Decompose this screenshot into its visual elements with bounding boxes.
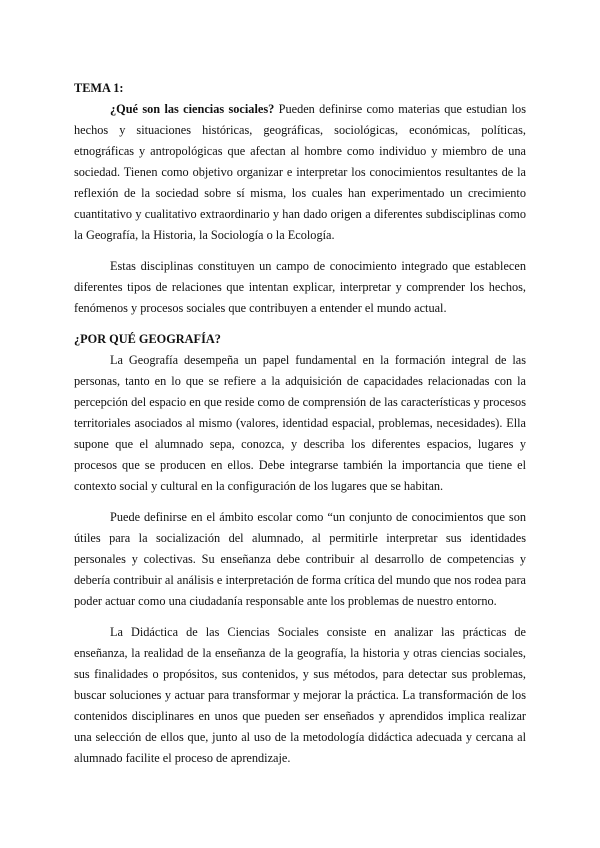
section-heading-geografia: ¿POR QUÉ GEOGRAFÍA? (74, 332, 221, 346)
paragraph-school-definition: Puede definirse en el ámbito escolar como “un conjunto de conocimientos que son útiles para la socialización del alumnado, al permitirle interpretar sus identidades personales y colectivas. Su enseñanza debe contribuir al desarrollo de competencias y debería contribuir al análisis e interpretación de forma crítica del mundo que nos rodea para poder actuar como una ciudadanía responsable ante los problemas de nuestro entorno. (74, 510, 526, 608)
paragraph-geografia-role: La Geografía desempeña un papel fundamental en la formación integral de las personas, tanto en lo que se refiere a la adquisición de capacidades relacionadas con la percepción del espacio en que reside como de comprensión de las características y procesos territoriales asociados al mismo (valores, identidad espacial, problemas, necesidades). Ella supone que el alumnado sepa, conozca, y describa los diferentes espacios, lugares y procesos que se producen en ellos. Debe integrarse también la importancia que tiene el contexto social y cultural en la configuración de los lugares que se habitan. (74, 353, 526, 493)
intro-lead: ¿Qué son las ciencias sociales? (110, 102, 275, 116)
paragraph-didactica: La Didáctica de las Ciencias Sociales consiste en analizar las prácticas de enseñanza, la realidad de la enseñanza de la geografía, la historia y otras ciencias sociales, sus finalidades o propósitos, sus contenidos, y sus métodos, para detectar sus problemas, buscar soluciones y actuar para transformar y mejorar la práctica. La transformación de los contenidos disciplinares en unos que pueden ser enseñados y aprendidos implica realizar una selección de ellos que, junto al uso de la metodología didáctica adecuada y cercana al alumnado facilite el proceso de aprendizaje. (74, 625, 526, 765)
document-title: TEMA 1: (74, 81, 124, 95)
intro-text: Pueden definirse como materias que estudian los hechos y situaciones históricas, geográficas, sociológicas, económicas, políticas, etnográficas y antropológicas que afectan al hombre como individuo y miembro de una sociedad. Tienen como objetivo organizar e interpretar los conocimientos resultantes de la reflexión de la sociedad sobre sí misma, los cuales han experimentado un crecimiento cuantitativo y cualitativo extraordinario y han dado origen a diferentes subdisciplinas como la Geografía, la Historia, la Sociología o la Ecología. (74, 102, 526, 242)
intro-paragraph (74, 99, 526, 246)
paragraph-disciplines: Estas disciplinas constituyen un campo de conocimiento integrado que establecen diferentes tipos de relaciones que intentan explicar, interpretar y comprender los hechos, fenómenos y procesos sociales que contribuyen a entender el mundo actual. (74, 259, 526, 315)
